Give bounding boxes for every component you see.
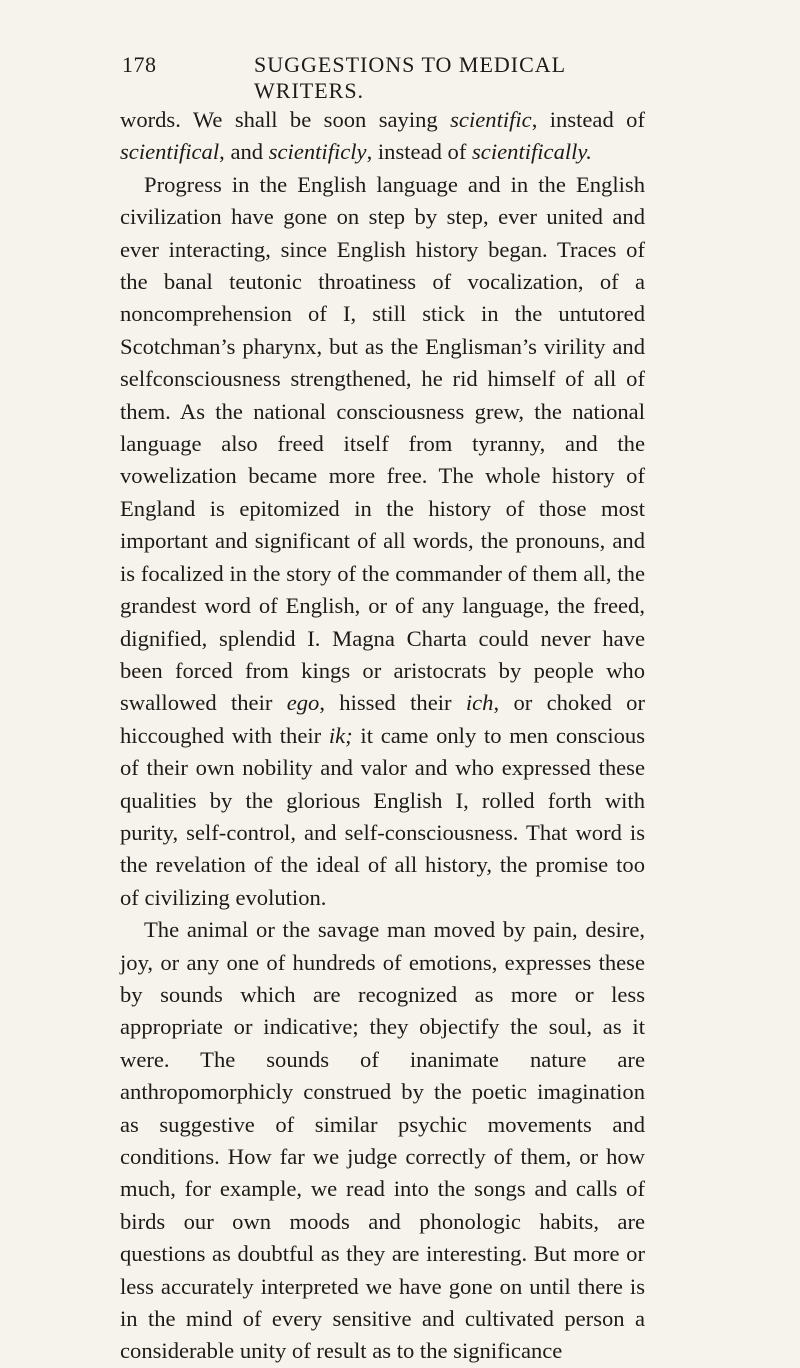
text-run: words. We shall be soon saying xyxy=(120,107,451,132)
text-run: , hissed their xyxy=(319,690,466,716)
text-run: Progress in the English language and in the English civilization have gone on step by step, ever united and ever interacting, since English history began. Traces of the banal teutonic throatiness of vocalization, of a noncomprehension of I, still stick in the untutored Scotchman’s pharynx, but as the Englisman’s virility and selfconsciousness strengthened, he rid himself of all of them. As the national consciousness grew, the national language also freed itself from tyranny, and the vowelization became more free. The whole history of England is epitomized in the history of those most important and significant of all words, the pronouns, and is focalized in the story of the commander of them all, the grandest word of English, or of any language, the freed, dignified, splendid I. Magna Charta could never have been forced from kings or aristocrats by people who swallowed their xyxy=(120,171,645,716)
text-run: it came only to men conscious of their own nobility and valor and who expressed these qualities by the glorious English I, rolled forth with purity, self-control, and self-consciousness. That word is the revelation of the ideal of all history, the promise too of civilizing evolution. xyxy=(120,722,645,910)
italic-term: scientificly xyxy=(268,139,367,165)
italic-term: ich xyxy=(465,690,494,716)
paragraph-progress xyxy=(120,169,645,914)
paragraph-animal xyxy=(120,914,645,1368)
italic-term: scientific xyxy=(450,107,532,132)
italic-term: ego xyxy=(286,690,320,716)
running-title: SUGGESTIONS TO MEDICAL WRITERS. xyxy=(254,52,566,103)
italic-term: scientifical xyxy=(120,139,220,165)
italic-term: ik; xyxy=(328,722,353,748)
text-run: , or choked or hiccoughed with their xyxy=(120,690,645,748)
italic-term: scientifically. xyxy=(472,139,592,165)
body-text xyxy=(120,104,645,1368)
text-run: The animal or the savage man moved by pain, desire, joy, or any one of hundreds of emotions, expresses these by sounds which are recognized as more or less appropriate or indicative; they objectify the soul, as it were. The sounds of inanimate nature are anthropomorphicly construed by the poetic imagination as suggestive of similar psychic movements and conditions. How far we judge correctly of them, or how much, for example, we read into the songs and calls of birds our own moods and phonologic habits, are questions as doubtful as they are interesting. But more or less accurately interpreted we have gone on until there is in the mind of every sensitive and cultivated person a considerable unity of result as to the significance xyxy=(120,917,645,1364)
text-run: , and xyxy=(219,139,269,165)
text-run: , instead of xyxy=(366,139,473,165)
paragraph-continuation xyxy=(120,104,645,169)
text-run: , instead of xyxy=(531,107,645,132)
page-number: 178 xyxy=(122,52,157,77)
running-head xyxy=(122,52,642,103)
